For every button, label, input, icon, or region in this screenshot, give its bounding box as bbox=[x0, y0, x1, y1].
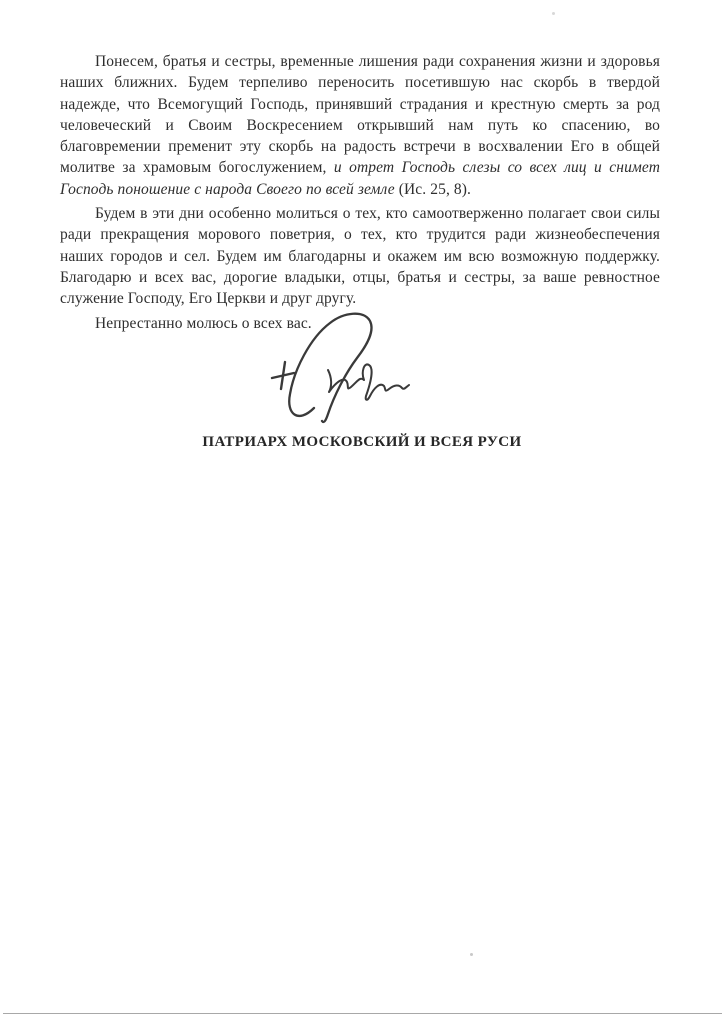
scan-artifact-speck bbox=[470, 953, 473, 956]
closing-line-text: Непрестанно молюсь о всех вас. bbox=[95, 314, 312, 332]
paragraph-1-text: Понесем, братья и сестры, временные лишения ради сохранения жизни и здоровья наших ближних. Будем терпеливо переносить посетившую нас скорбь в твердой надежде, что Всемогущий Господь, принявший страдания и крестную смерть за род человеческий и Своим Воскресением открывший нам путь ко спасению, во благовремении пременит эту скорбь на радость встречи в восхвалении Его в общей молитве за храмовым богослужением, bbox=[60, 53, 660, 177]
signature-icon bbox=[254, 312, 424, 430]
scan-artifact-speck bbox=[552, 12, 555, 15]
signature-name-stroke bbox=[328, 364, 409, 399]
patriarch-signature bbox=[254, 312, 424, 430]
paragraph-2-text: Будем в эти дни особенно молиться о тех, кто самоотверженно полагает свои силы ради прекращения морового поветрия, о тех, кто трудится ради жизнеобеспечения наших городов и сел. Будем им благодарны и окажем им всю возможную поддержку. Благодарю и всех вас, дорогие владыки, отцы, братья и сестры, за ваше ревностное служение Господу, Его Церкви и друг другу. bbox=[60, 205, 660, 308]
paragraph-1 bbox=[60, 51, 660, 200]
letter-body bbox=[60, 51, 660, 337]
signature-initial-stroke bbox=[289, 314, 371, 422]
page-footer-rule bbox=[3, 1013, 722, 1014]
signatory-title: ПАТРИАРХ МОСКОВСКИЙ И ВСЕЯ РУСИ bbox=[202, 434, 522, 450]
paragraph-2 bbox=[60, 203, 660, 309]
paragraph-1-scripture-quote: и отрет Господь слезы со всех лиц и снимет Господь поношение с народа Своего по всей земле bbox=[60, 159, 660, 198]
paragraph-1-scripture-citation: (Ис. 25, 8). bbox=[394, 180, 471, 198]
